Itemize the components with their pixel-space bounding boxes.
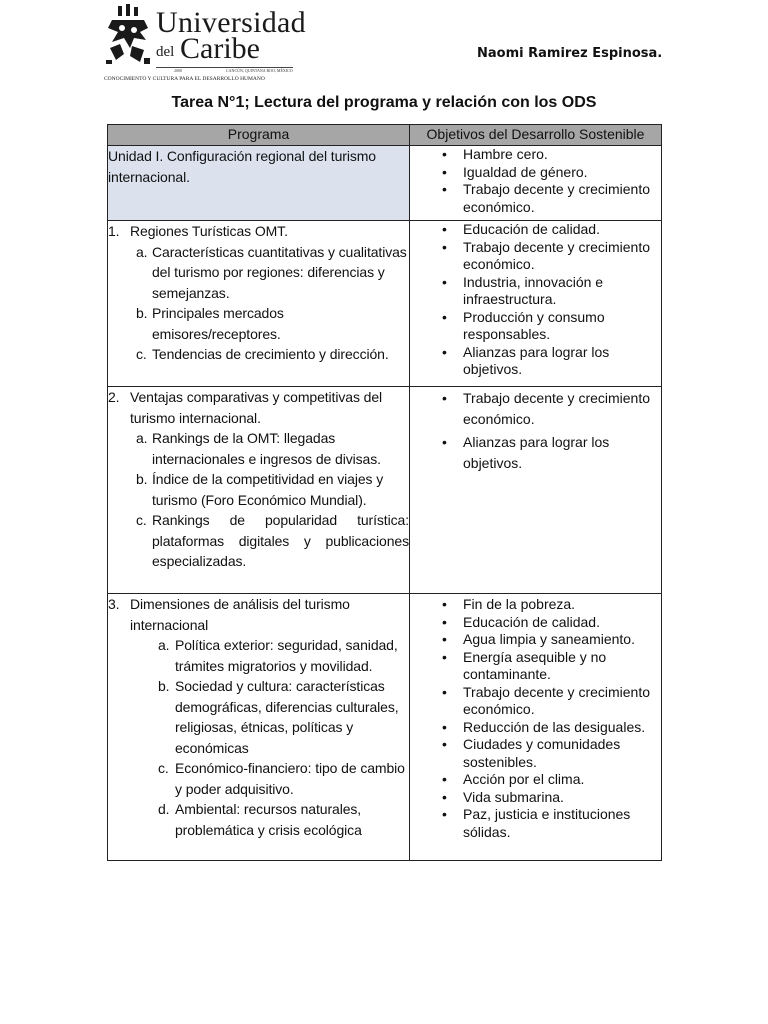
- column-header-ods: Objetivos del Desarrollo Sostenible: [410, 125, 662, 146]
- program-item: 3. Dimensiones de análisis del turismo internacional: [108, 596, 350, 633]
- table-row: [108, 221, 662, 387]
- list-item: • Industria, innovación e infraestructura.: [463, 274, 661, 309]
- list-item: • Trabajo decente y crecimiento económico.: [463, 181, 661, 216]
- list-item: • Trabajo decente y crecimiento económico.: [463, 684, 661, 719]
- program-subitem: b. Índice de la competitividad en viajes y turismo (Foro Económico Mundial).: [136, 471, 384, 508]
- unit-label: Unidad I. Configuración regional del turismo internacional.: [108, 148, 376, 185]
- program-cell: [108, 221, 410, 387]
- program-subitem: b. Sociedad y cultura: características demográficas, diferencias culturales, religiosas, étnicas, políticas y económicas: [158, 678, 399, 756]
- unit-cell: [108, 146, 410, 221]
- program-subitem: c. Tendencias de crecimiento y dirección.: [136, 346, 389, 362]
- list-item: • Trabajo decente y crecimiento económico.: [463, 388, 661, 429]
- page-title: Tarea N°1; Lectura del programa y relación con los ODS: [171, 94, 597, 111]
- logo-caribe-word: Caribe: [180, 32, 260, 65]
- mayan-glyph-icon: [104, 4, 154, 68]
- table-row-unit: [108, 146, 662, 221]
- list-item: • Acción por el clima.: [463, 771, 661, 789]
- list-item: • Trabajo decente y crecimiento económico.: [463, 239, 661, 274]
- list-item: • Reducción de las desiguales.: [463, 719, 661, 737]
- program-cell: [108, 594, 410, 861]
- table-row: [108, 387, 662, 594]
- goals-cell: [410, 387, 662, 594]
- goals-list: [410, 146, 661, 216]
- logo-address: CANCÚN, QUINTANA ROO, MÉXICO: [226, 68, 293, 73]
- goals-cell: [410, 594, 662, 861]
- table-header-row: [108, 125, 662, 146]
- program-ods-table: [107, 124, 662, 861]
- unit-goals-cell: [410, 146, 662, 221]
- list-item: • Paz, justicia e instituciones sólidas.: [463, 806, 661, 841]
- list-item: • Energía asequible y no contaminante.: [463, 649, 661, 684]
- goals-cell: [410, 221, 662, 387]
- column-header-programa: Programa: [108, 125, 410, 146]
- list-item: • Educación de calidad.: [463, 221, 661, 239]
- program-cell: [108, 387, 410, 594]
- list-item: • Hambre cero.: [463, 146, 661, 164]
- list-item: • Educación de calidad.: [463, 614, 661, 632]
- program-subitem: a. Características cuantitativas y cualitativas del turismo por regiones: diferencias y semejanzas.: [136, 243, 407, 301]
- table-row: [108, 594, 662, 861]
- goals-list: [410, 387, 661, 473]
- goals-list: [410, 221, 661, 379]
- logo-university-word: Universidad: [156, 6, 306, 39]
- program-subitem: c. Económico-financiero: tipo de cambio y poder adquisitivo.: [158, 760, 405, 797]
- program-subitem: c. Rankings de popularidad turística: plataformas digitales y publicaciones especializadas.: [136, 512, 409, 569]
- university-logo: [104, 4, 306, 86]
- list-item: • Agua limpia y saneamiento.: [463, 631, 661, 649]
- program-item: 2. Ventajas comparativas y competitivas del turismo internacional.: [108, 389, 383, 426]
- list-item: • Ciudades y comunidades sostenibles.: [463, 736, 661, 771]
- list-item: • Vida submarina.: [463, 789, 661, 807]
- program-subitem: d. Ambiental: recursos naturales, problemática y crisis ecológica: [158, 801, 362, 838]
- list-item: • Fin de la pobreza.: [463, 596, 661, 614]
- list-item: • Alianzas para lograr los objetivos.: [463, 344, 661, 379]
- logo-tagline: CONOCIMIENTO Y CULTURA PARA EL DESARROLLO HUMANO: [104, 76, 265, 82]
- program-subitem: a. Rankings de la OMT: llegadas internacionales e ingresos de divisas.: [136, 430, 381, 467]
- list-item: • Alianzas para lograr los objetivos.: [463, 432, 661, 473]
- program-subitem: b. Principales mercados emisores/receptores.: [136, 305, 284, 342]
- list-item: • Igualdad de género.: [463, 164, 661, 182]
- program-subitem: a. Política exterior: seguridad, sanidad, trámites migratorios y movilidad.: [158, 637, 398, 674]
- list-item: • Producción y consumo responsables.: [463, 309, 661, 344]
- goals-list: [410, 594, 661, 841]
- program-item: 1. Regiones Turísticas OMT.: [108, 223, 288, 239]
- logo-year: 2000: [174, 68, 182, 73]
- author-name: Naomi Ramirez Espinosa.: [477, 46, 663, 61]
- logo-del-word: del: [156, 44, 175, 60]
